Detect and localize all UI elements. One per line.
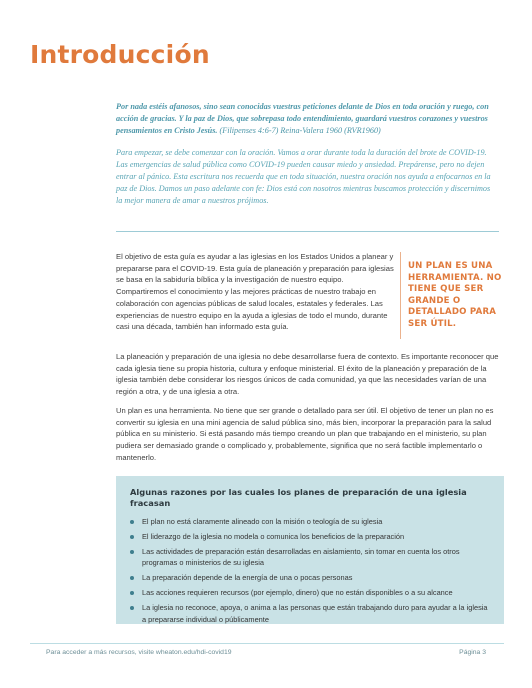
paragraph-3: Un plan es una herramienta. No tiene que ser grande o detallado para ser útil. El objetivo de tener un plan no es convertir su iglesia en una mini agencia de salud pública sino, más bien, incorporar la preparación para la salud pública en su ministerio. Si está pasando más tiempo creando un plan que trabajando en el ministerio, su plan pudiera ser demasiado grande o complicado y, probablemente, significa que no será factible implementarlo o mantenerlo. [116, 406, 494, 462]
bullet-icon [130, 520, 134, 524]
page-title: Introducción [30, 40, 210, 69]
scripture-citation: (Filipenses 4:6-7) Reina-Valera 1960 (RVR1960) [219, 126, 381, 136]
paragraph-1: El objetivo de esta guía es ayudar a las iglesias en los Estados Unidos a planear y prepararse para el COVID-19. Esta guía de planeación y preparación para iglesias se basa en la sabiduría bíblica y la investigación de nuestro equipo. Compartiremos el conocimiento y las mejores prácticas de nuestro trabajo en colaboración con agencias públicas de salud locales, estatales y federales. Las experiencias de nuestro equipo en la ayuda a iglesias de todo el mundo, durante casi una década, también han informado esta guía. [116, 252, 394, 332]
page-number: Página 3 [459, 649, 486, 656]
bullet-icon [130, 591, 134, 595]
reasons-callout-box [116, 476, 504, 624]
reasons-title: Algunas razones por las cuales los planes de preparación de una iglesia fracasan [130, 487, 467, 508]
list-item: La preparación depende de la energía de una o pocas personas [130, 572, 488, 583]
list-item: La iglesia no reconoce, apoya, o anima a las personas que están trabajando duro para ayudar a la iglesia a prepararse individual o públicamente [130, 602, 488, 625]
bullet-icon [130, 550, 134, 554]
paragraph-2: La planeación y preparación de una iglesia no debe desarrollarse fuera de contexto. Es importante reconocer que cada iglesia tiene su propia historia, cultura y enfoque ministerial. El éxito de la planeación y preparación de la iglesia también debe considerar los riesgos únicos de cada comunidad, ya que las necesidades varían de una región a otra, y de una iglesia a otra. [116, 352, 499, 397]
list-item: Las acciones requieren recursos (por ejemplo, dinero) que no están disponibles o a su alcance [130, 587, 488, 598]
footer-divider [30, 643, 504, 644]
prayer-reflection: Para empezar, se debe comenzar con la oración. Vamos a orar durante toda la duración del brote de COVID-19. Las emergencias de salud pública como COVID-19 pueden causar miedo y ansiedad. Prepárense, pero no dejen entrar al pánico. Esta escritura nos recuerda que en toda situación, nuestra oración nos ayuda a enfocarnos en la paz de Dios. Damos un paso adelante con fe: Dios está con nosotros mientras buscamos protección y discernimos la mejor manera de amar a nuestros prójimos. [116, 147, 491, 206]
quote-divider [116, 231, 499, 232]
pull-quote: UN PLAN ES UNA HERRAMIENTA. NO TIENE QUE SER GRANDE O DETALLADO PARA SER ÚTIL. [400, 252, 512, 339]
tool-paragraph [116, 405, 504, 464]
intro-paragraph [116, 251, 394, 333]
list-item: El plan no está claramente alineado con la misión o teología de su iglesia [130, 516, 488, 527]
context-paragraph [116, 351, 504, 398]
scripture-text: Por nada estéis afanosos, sino sean conocidas vuestras peticiones delante de Dios en toda oración y ruego, con acción de gracias. Y la paz de Dios, que sobrepasa todo entendimiento, guardará vuestros corazones y vuestros pensamientos en Cristo Jesús. [116, 102, 489, 136]
scripture-quote [116, 101, 496, 138]
footer-resources-text: Para acceder a más recursos, visite wheaton.edu/hdi-covid19 [46, 649, 232, 656]
bullet-icon [130, 535, 134, 539]
bullet-icon [130, 576, 134, 580]
bullet-icon [130, 606, 134, 610]
list-item: Las actividades de preparación están desarrolladas en aislamiento, sin tomar en cuenta los otros programas o ministerios de su iglesia [130, 546, 488, 569]
reasons-list [130, 516, 488, 625]
scripture-quote-block [116, 101, 496, 217]
list-item: El liderazgo de la iglesia no modela o comunica los beneficios de la preparación [130, 531, 488, 542]
